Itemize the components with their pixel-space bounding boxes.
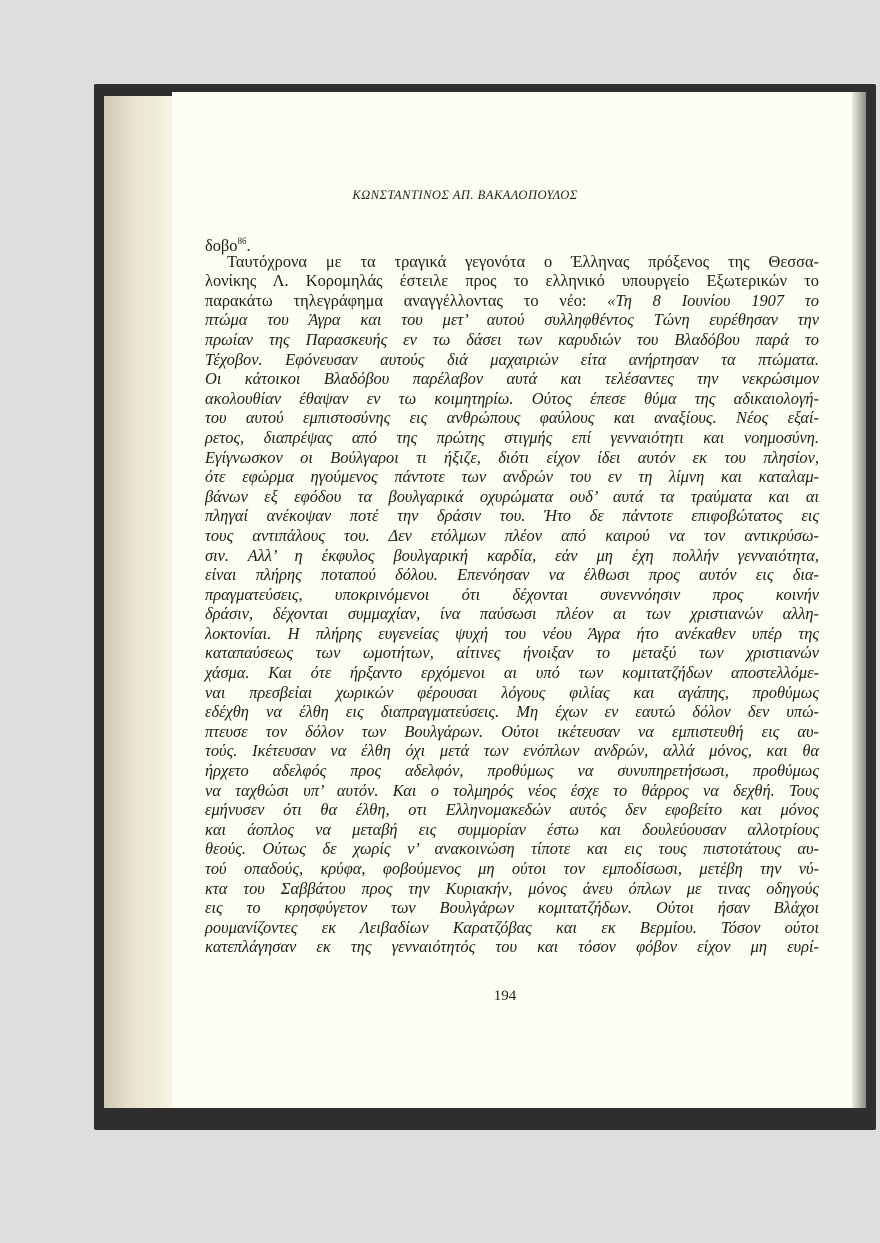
text-italic-quote: πτευσε τον δόλον των Βουλγάρων. Ούτοι ικέτευσαν να εμπιστευθή εις αυ- bbox=[205, 721, 819, 741]
text-italic-quote: πραγματεύσεις, υποκρινόμενοι ότι δέχονται συνεννόησιν προς κοινήν bbox=[205, 584, 819, 604]
text-italic-quote: εδέχθη να έλθη εις διαπραγματεύσεις. Μη έχων εν εαυτώ δόλον δεν υπώ- bbox=[205, 702, 819, 722]
text-line bbox=[205, 546, 819, 566]
text-line bbox=[205, 408, 819, 428]
text-line bbox=[205, 330, 819, 350]
body-text bbox=[205, 232, 819, 957]
text-line bbox=[205, 585, 819, 605]
page-edges bbox=[104, 96, 174, 1108]
text-italic-quote: ρετος, διαπρέψας από της πρώτης στιγμής επί γενναιότητι και νοημοσύνη. bbox=[205, 427, 819, 447]
text-line bbox=[205, 918, 819, 938]
text-line bbox=[205, 448, 819, 468]
text-line bbox=[205, 683, 819, 703]
page-right-edge bbox=[852, 92, 866, 1108]
text-line bbox=[205, 624, 819, 644]
text-line bbox=[205, 859, 819, 879]
text-italic-quote: πτώμα του Άγρα και του μετ’ αυτού συλληφθέντος Τώνη ευρέθησαν την bbox=[205, 310, 819, 330]
text-line bbox=[205, 879, 819, 899]
text-upright: λονίκης Λ. Κορομηλάς έστειλε προς το ελληνικό υπουργείο Εξωτερικών το bbox=[205, 271, 819, 291]
text-italic-quote: ότε εφώρμα ηγούμενος πάντοτε των ανδρών του εν τη λίμνη και καταλαμ- bbox=[205, 467, 819, 487]
text-line bbox=[205, 526, 819, 546]
text-line bbox=[205, 487, 819, 507]
text-italic-quote: βάνων εξ εφόδου τα βουλγαρικά οχυρώματα ουδ’ αυτά τα τραύματα και αι bbox=[205, 486, 819, 506]
text-italic-quote: του αυτού εμπιστοσύνης εις ανθρώπους φαύλους και αναξίους. Νέος εξαί- bbox=[205, 408, 819, 428]
text-line bbox=[205, 643, 819, 663]
text-line bbox=[205, 467, 819, 487]
text-italic-quote: τούς. Ικέτευσαν να έλθη όχι μετά των ενόπλων ανδρών, αλλά μόνος, και θα bbox=[205, 741, 819, 761]
text-italic-quote: είναι πλήρης ποταπού δόλου. Επενόησαν να έλθωσι προς αυτόν εις δια- bbox=[205, 565, 819, 585]
text-italic-quote: ρουμανίζοντες εκ Λειβαδίων Καρατζόβας και εκ Βερμίου. Τόσον ούτοι bbox=[205, 917, 819, 937]
text-line bbox=[205, 741, 819, 761]
text-italic-quote: «Τη 8 Ιουνίου 1907 το bbox=[607, 290, 819, 310]
page-number: 194 bbox=[493, 988, 517, 1004]
text-line bbox=[205, 761, 819, 781]
text-line bbox=[205, 389, 819, 409]
text-line bbox=[205, 800, 819, 820]
text-italic-quote: ακολουθίαν έθαψαν εν τω κοιμητηρίω. Ούτος έπεσε θύμα της αδικαιολογή- bbox=[205, 388, 819, 408]
text-italic-quote: τού οπαδούς, κρύφα, φοβούμενος μη ούτοι τον εμποδίσωσι, μετέβη την νύ- bbox=[205, 859, 819, 878]
text-line bbox=[205, 506, 819, 526]
text-italic-quote: να ταχθώσι υπ’ αυτόν. Και ο τολμηρός νέος έσχε το θάρρος να δεχθή. Τους bbox=[205, 780, 819, 800]
text-line bbox=[205, 604, 819, 624]
text-italic-quote: θεούς. Ούτως δε χωρίς ν’ ανακοινώση τίποτε και εις τους πιστοτάτους αυ- bbox=[205, 839, 819, 859]
text-italic-quote: χάσμα. Και ότε ήρξαντο ερχόμενοι αι υπό των κομιτατζήδων αποστελλόμε- bbox=[205, 663, 819, 683]
text-line bbox=[205, 722, 819, 742]
first-line-text: δοβο bbox=[205, 236, 238, 255]
text-italic-quote: Εγίγνωσκον οι Βούλγαροι τι ήξιζε, διότι είχον ίδει αυτόν εκ του πλησίον, bbox=[205, 447, 819, 467]
text-line bbox=[205, 937, 819, 957]
text-italic-quote: Οι κάτοικοι Βλαδόβου παρέλαβον αυτά και τελέσαντες την νεκρώσιμον bbox=[205, 369, 819, 389]
text-italic-quote: ναι πρεσβείαι χωρικών φέρουσαι λόγους φιλίας και αγάπης, προθύμως bbox=[205, 682, 819, 702]
text-line bbox=[205, 702, 819, 722]
text-italic-quote: εμήνυσεν ότι θα έλθη, οτι Ελληνομακεδών αυτός δεν εφοβείτο και μόνος bbox=[205, 800, 819, 820]
first-line-end: . bbox=[246, 236, 251, 255]
running-header: ΚΩΝΣΤΑΝΤΙΝΟΣ ΑΠ. ΒΑΚΑΛΟΠΟΥΛΟΣ bbox=[352, 188, 578, 202]
text-line bbox=[205, 781, 819, 801]
text-italic-quote: κατεπλάγησαν εκ της γενναιότητός του και τόσον φόβον είχον μη ευρί- bbox=[205, 937, 819, 957]
text-italic-quote: λοκτονίαι. Η πλήρης ευγενείας ψυχή του νέου Άγρα ήτο ανέκαθεν υπέρ της bbox=[205, 623, 819, 643]
text-italic-quote: ήρχετο αδελφός προς αδελφόν, προθύμως να συνυπηρετήσωσι, προθύμως bbox=[205, 761, 819, 781]
text-italic-quote: πρωίαν της Παρασκευής εν τω δάσει των καρυδιών του Βλαδόβου παρά το bbox=[205, 329, 819, 349]
footnote-marker: 86 bbox=[237, 236, 247, 246]
text-line bbox=[205, 271, 819, 291]
text-line bbox=[205, 428, 819, 448]
text-line bbox=[205, 252, 819, 272]
text-upright: παρακάτω τηλεγράφημα αναγγέλλοντας το νέο: bbox=[205, 290, 608, 310]
text-line bbox=[205, 898, 819, 918]
text-line bbox=[205, 565, 819, 585]
text-line bbox=[205, 820, 819, 840]
text-italic-quote: εις το κρησφύγετον των Βουλγάρων κομιτατζήδων. Ούτοι ήσαν Βλάχοι bbox=[205, 898, 819, 918]
text-italic-quote: καταπαύσεως των ωμοτήτων, αίτινες ήνοιξαν το μεταξύ των χριστιανών bbox=[205, 643, 819, 663]
first-line bbox=[205, 232, 819, 255]
text-line bbox=[205, 369, 819, 389]
text-upright: Ταυτόχρονα με τα τραγικά γεγονότα ο Έλληνας πρόξενος της Θεσσα- bbox=[227, 251, 819, 271]
text-line bbox=[205, 839, 819, 859]
text-line bbox=[205, 350, 819, 370]
text-italic-quote: πληγαί ανέκοψαν ποτέ την δράσιν του. Ήτο δε πάντοτε επιφοβώτατος εις bbox=[205, 506, 819, 526]
text-italic-quote: Τέχοβον. Εφόνευσαν αυτούς διά μαχαιριών είτα ανήρτησαν τα πτώματα. bbox=[205, 349, 819, 369]
text-italic-quote: και άοπλος να μεταβή εις συμμορίαν έστω και δουλεύουσαν αλλοτρίους bbox=[205, 819, 819, 839]
text-line bbox=[205, 291, 819, 311]
text-line bbox=[205, 663, 819, 683]
text-italic-quote: κτα του Σαββάτου προς την Κυριακήν, μόνος άνευ όπλων με τινας οδηγούς bbox=[205, 878, 819, 898]
text-italic-quote: τους αντιπάλους του. Δεν ετόλμων πλέον από καιρού να τον αντικρύσω- bbox=[205, 525, 819, 545]
text-line bbox=[205, 310, 819, 330]
text-italic-quote: σιν. Αλλ’ η έκφυλος βουλγαρική καρδία, εάν μη έχη πολλήν γενναιότητα, bbox=[205, 545, 819, 565]
text-italic-quote: δράσιν, δέχονται συμμαχίαν, ίνα παύσωσι πλέον αι των χριστιανών αλλη- bbox=[205, 604, 819, 624]
